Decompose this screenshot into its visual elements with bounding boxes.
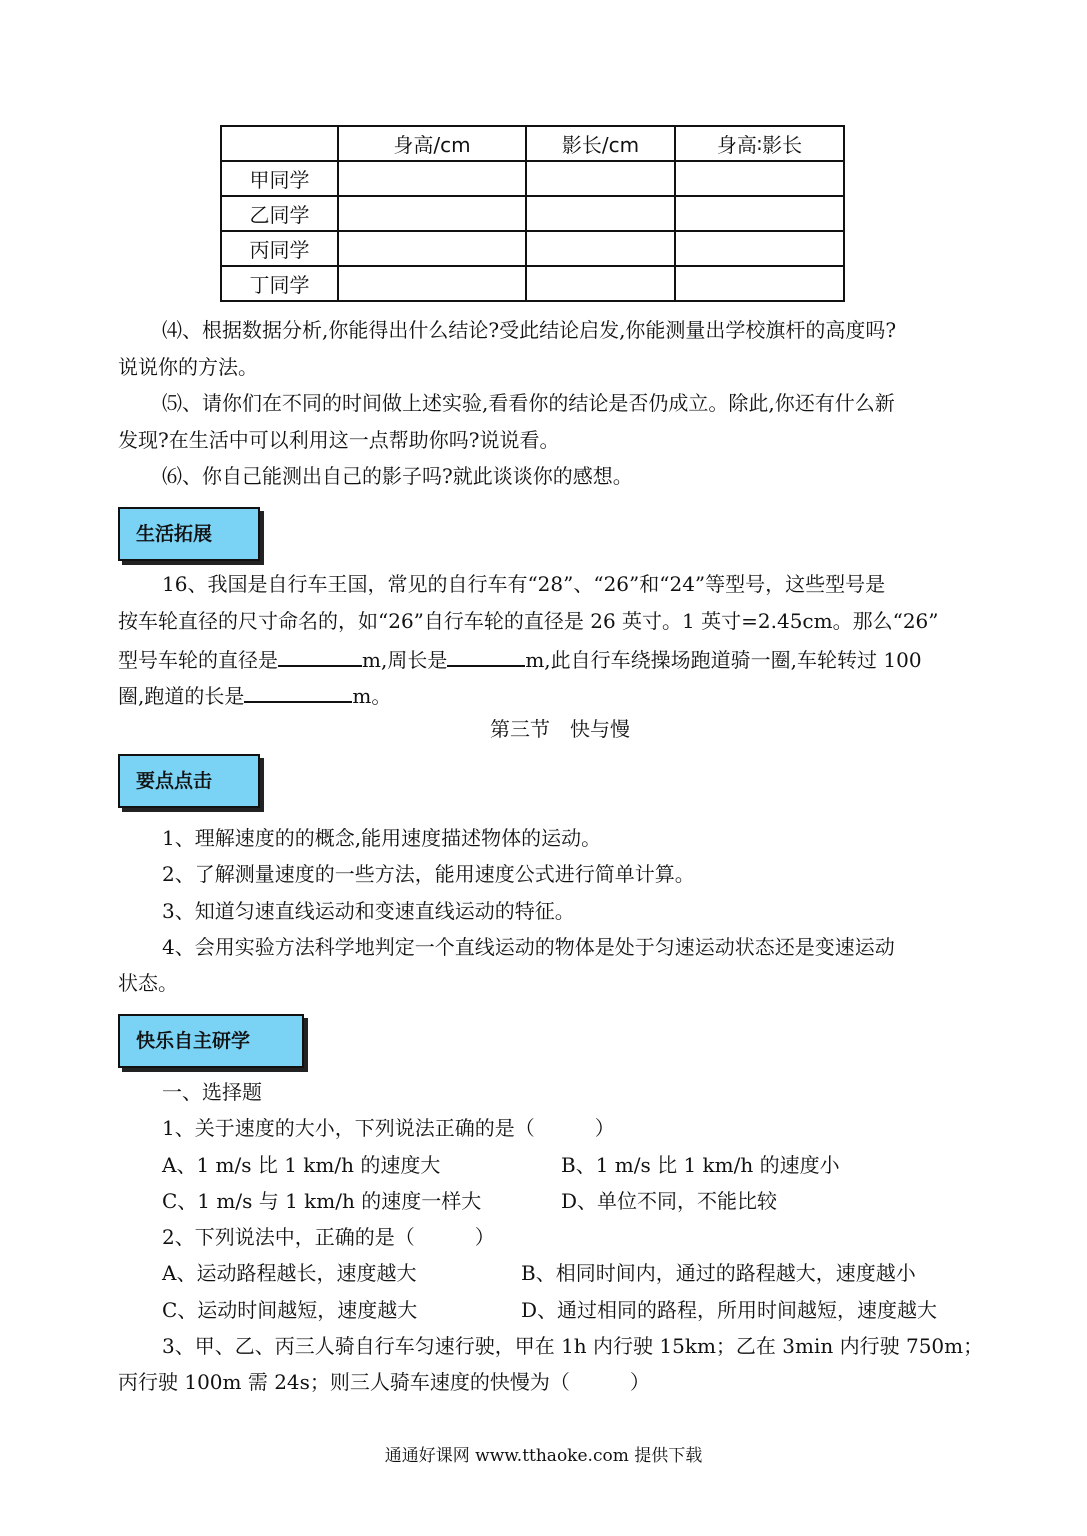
empty-cell[interactable]: [675, 196, 844, 231]
q16-text: m,此自行车绕操场跑道骑一圈,车轮转过 100: [525, 648, 922, 672]
question-16-line-3: [118, 645, 922, 672]
table-header-row: [221, 126, 844, 161]
mc1-stem: 1、关于速度的大小，下列说法正确的是（ ）: [162, 1116, 615, 1140]
q16-text: 型号车轮的直径是: [118, 648, 278, 672]
question-5-line-2: 发现?在生活中可以利用这一点帮助你吗?说说看。: [118, 428, 560, 452]
table-row: [221, 161, 844, 196]
mc2-option-c[interactable]: C、运动时间越短，速度越大: [162, 1298, 418, 1322]
table-header-cell: 身高/cm: [338, 126, 526, 161]
q16-text: 圈,跑道的长是: [118, 684, 245, 708]
empty-cell[interactable]: [675, 266, 844, 301]
mc1-option-d[interactable]: D、单位不同，不能比较: [561, 1189, 778, 1213]
chapter-title: 第三节 快与慢: [490, 717, 630, 741]
question-5-line-1: ⑸、请你们在不同的时间做上述实验,看看你的结论是否仍成立。除此,你还有什么新: [162, 391, 895, 415]
mc2-stem: 2、下列说法中，正确的是（ ）: [162, 1225, 495, 1249]
q16-text: m。: [352, 684, 392, 708]
empty-cell[interactable]: [526, 161, 675, 196]
empty-cell[interactable]: [675, 161, 844, 196]
question-4-line-2: 说说你的方法。: [118, 355, 258, 379]
section-self-study: 快乐自主研学: [118, 1014, 304, 1068]
table-row: [221, 196, 844, 231]
table-row: [221, 231, 844, 266]
mc3-line-2: 丙行驶 100m 需 24s；则三人骑车速度的快慢为（ ）: [118, 1370, 650, 1394]
section-life-extension: 生活拓展: [118, 507, 260, 561]
empty-cell[interactable]: [338, 231, 526, 266]
empty-cell[interactable]: [338, 266, 526, 301]
mc2-option-a[interactable]: A、运动路程越长，速度越大: [162, 1261, 417, 1285]
table-row: [221, 266, 844, 301]
mc2-option-d[interactable]: D、通过相同的路程，所用时间越短，速度越大: [521, 1298, 938, 1322]
mc3-line-1: 3、甲、乙、丙三人骑自行车匀速行驶，甲在 1h 内行驶 15km；乙在 3min 内行驶 750m；: [162, 1334, 984, 1358]
empty-cell[interactable]: [338, 196, 526, 231]
mc1-option-a[interactable]: A、1 m/s 比 1 km/h 的速度大: [162, 1153, 441, 1177]
mc2-option-b[interactable]: B、相同时间内，通过的路程越大，速度越小: [521, 1261, 916, 1285]
empty-cell[interactable]: [526, 231, 675, 266]
student-label: 甲同学: [221, 161, 338, 196]
question-6: ⑹、你自己能测出自己的影子吗?就此谈谈你的感想。: [162, 464, 633, 488]
key-point-4: 4、会用实验方法科学地判定一个直线运动的物体是处于匀速运动状态还是变速运动: [162, 935, 895, 959]
empty-cell[interactable]: [526, 266, 675, 301]
question-4-line-1: ⑷、根据数据分析,你能得出什么结论?受此结论启发,你能测量出学校旗杆的高度吗?: [162, 318, 897, 342]
empty-cell[interactable]: [338, 161, 526, 196]
key-point-3: 3、知道匀速直线运动和变速直线运动的特征。: [162, 899, 575, 923]
q16-text: m,周长是: [362, 648, 448, 672]
table-header-cell: [221, 126, 338, 161]
question-16-line-4: [118, 681, 391, 708]
page-footer: 通通好课网 www.tthaoke.com 提供下载: [384, 1446, 703, 1466]
mc1-option-b[interactable]: B、1 m/s 比 1 km/h 的速度小: [561, 1153, 840, 1177]
student-label: 乙同学: [221, 196, 338, 231]
choice-section-title: 一、选择题: [162, 1080, 262, 1104]
student-label: 丙同学: [221, 231, 338, 266]
question-16-line-2: 按车轮直径的尺寸命名的，如“26”自行车轮的直径是 26 英寸。1 英寸=2.45cm。那么“26”: [118, 609, 939, 633]
question-16-line-1: 16、我国是自行车王国，常见的自行车有“28”、“26”和“24”等型号，这些型号是: [162, 572, 886, 596]
answer-blank-track-length[interactable]: [244, 681, 352, 703]
empty-cell[interactable]: [675, 231, 844, 266]
answer-blank-circumference[interactable]: [447, 645, 525, 667]
section-key-points: 要点点击: [118, 754, 260, 808]
height-shadow-table: [220, 125, 845, 302]
student-label: 丁同学: [221, 266, 338, 301]
mc1-option-c[interactable]: C、1 m/s 与 1 km/h 的速度一样大: [162, 1189, 482, 1213]
empty-cell[interactable]: [526, 196, 675, 231]
table-header-cell: 身高∶影长: [675, 126, 844, 161]
key-point-4-cont: 状态。: [118, 971, 178, 995]
key-point-2: 2、了解测量速度的一些方法，能用速度公式进行简单计算。: [162, 862, 695, 886]
answer-blank-diameter[interactable]: [278, 645, 362, 667]
table-header-cell: 影长/cm: [526, 126, 675, 161]
key-point-1: 1、理解速度的的概念,能用速度描述物体的运动。: [162, 826, 602, 850]
